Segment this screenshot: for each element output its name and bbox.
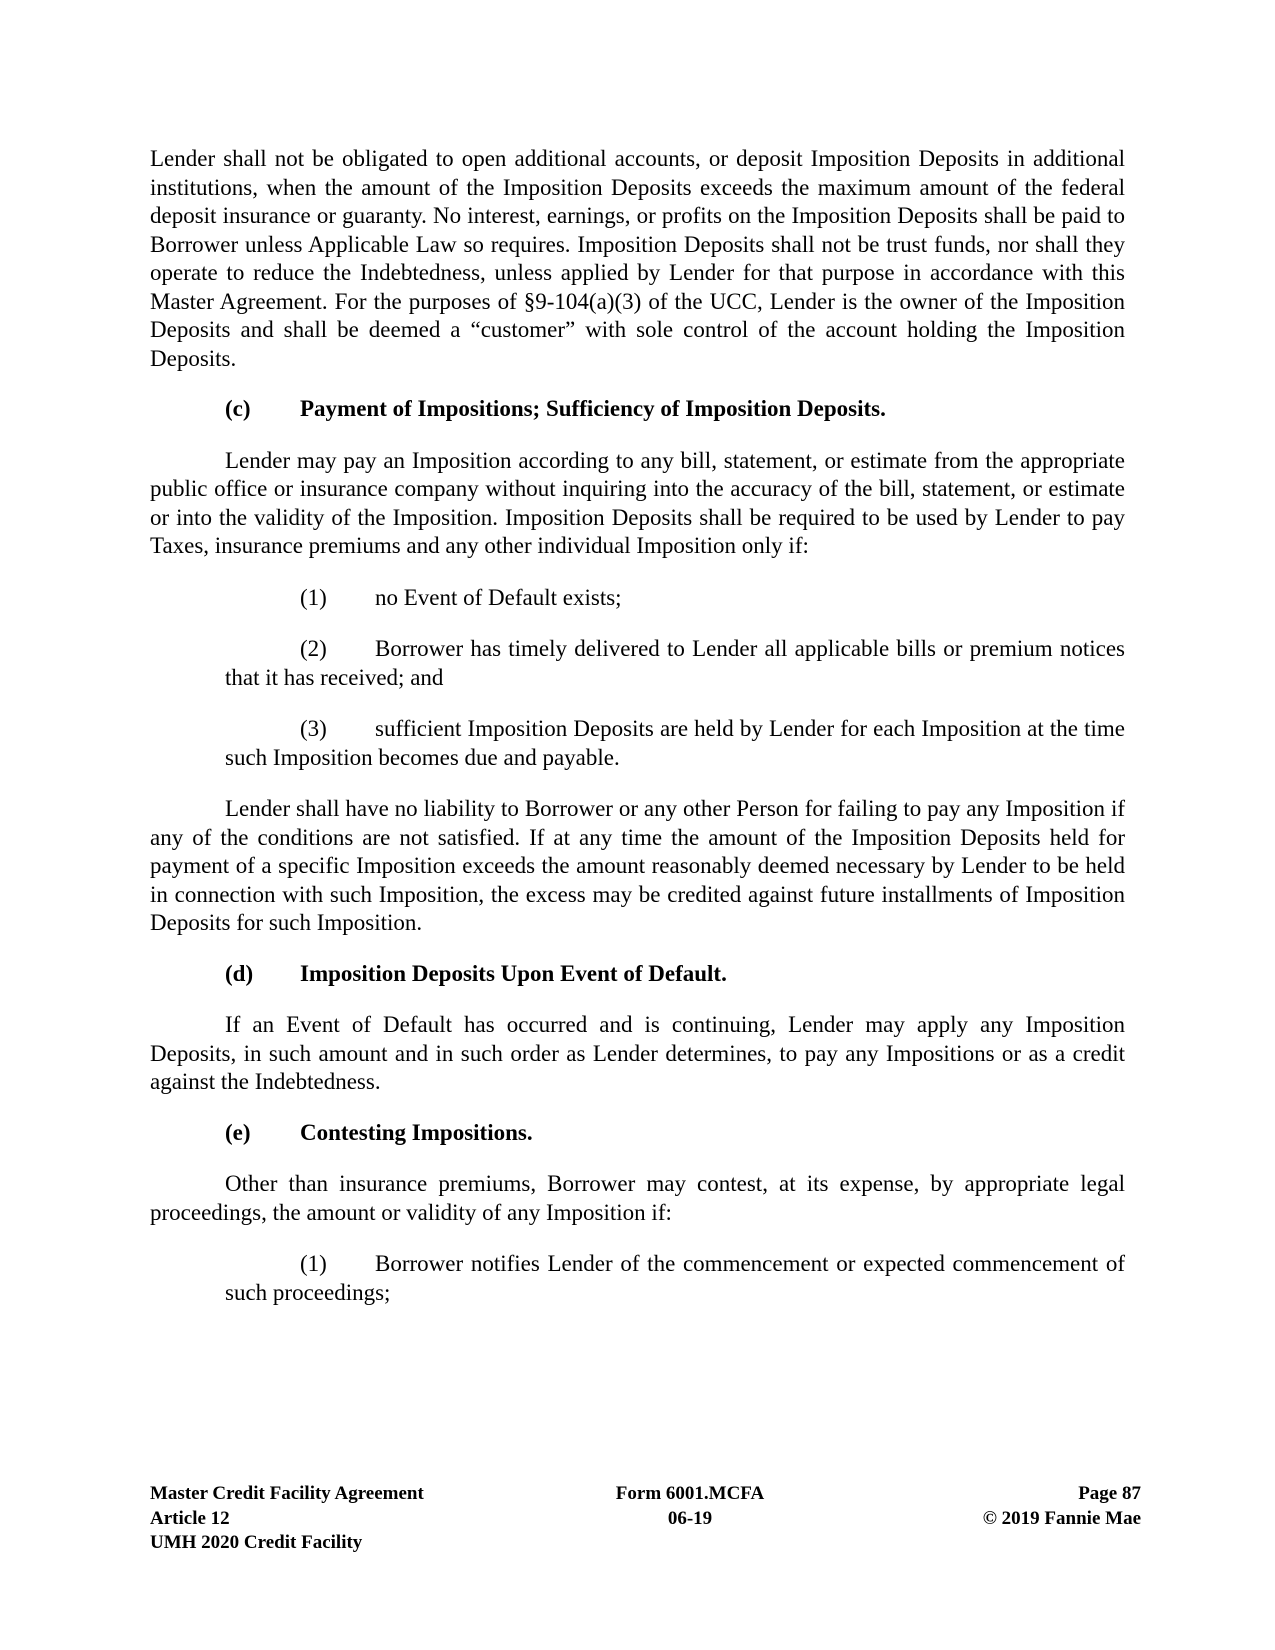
footer-center [540,1482,840,1531]
section-d-paragraph: If an Event of Default has occurred and is continuing, Lender may apply any Imposition Deposits, in such amount and in such order as Lender determines, to pay any Impositions or as a credit against the Indebtedness. [150,1012,1125,1094]
section-c-item-2 [225,635,1125,692]
item-number: (1) [300,1251,327,1276]
section-c-number: (c) [225,396,251,421]
item-text: Borrower has timely delivered to Lender all applicable bills or premium notices that it has received; and [225,636,1125,690]
item-text: no Event of Default exists; [375,584,622,610]
section-e-heading [225,1119,1125,1148]
footer-document-title: Master Credit Facility Agreement [150,1483,424,1504]
section-c-heading [225,395,1125,424]
item-number: (3) [300,716,327,741]
item-number: (1) [300,584,327,610]
section-e-item-1 [225,1250,1125,1307]
footer-form-number: Form 6001.MCFA [615,1483,765,1504]
footer-left [150,1482,424,1556]
section-c-title: Payment of Impositions; Sufficiency of Imposition Deposits. [300,396,886,421]
section-d-heading [225,960,1125,989]
section-e-title: Contesting Impositions. [300,1119,533,1145]
footer-facility-name: UMH 2020 Credit Facility [150,1532,363,1553]
document-body [150,145,1125,1307]
section-c-paragraph-after: Lender shall have no liability to Borrower or any other Person for failing to pay any Imposition if any of the conditions are not satisfied. If at any time the amount of the Imposition Deposits held for payment of a specific Imposition exceeds the amount reasonably deemed necessary by Lender to be held in connection with such Imposition, the excess may be credited against future installments of Imposition Deposits for such Imposition. [150,796,1125,935]
section-c-paragraph: Lender may pay an Imposition according to any bill, statement, or estimate from the appropriate public office or insurance company without inquiring into the accuracy of the bill, statement, or estimate or into the validity of the Imposition. Imposition Deposits shall be required to be used by Lender to pay Taxes, insurance premiums and any other individual Imposition only if: [150,447,1125,558]
item-text: sufficient Imposition Deposits are held by Lender for each Imposition at the time such Imposition becomes due and payable. [225,716,1125,770]
section-d-number: (d) [225,960,254,986]
footer-article: Article 12 [150,1507,230,1529]
item-number: (2) [300,636,327,661]
section-c-item-1 [225,584,1125,613]
footer-form-date: 06-19 [667,1507,713,1529]
intro-paragraph: Lender shall not be obligated to open additional accounts, or deposit Imposition Deposits in additional institutions, when the amount of the Imposition Deposits exceeds the maximum amount of the federal deposit insurance or guaranty. No interest, earnings, or profits on the Imposition Deposits shall be paid to Borrower unless Applicable Law so requires. Imposition Deposits shall not be trust funds, nor shall they operate to reduce the Indebtedness, unless applied by Lender for that purpose in accordance with this Master Agreement. For the purposes of §9-104(a)(3) of the UCC, Lender is the owner of the Imposition Deposits and shall be deemed a “customer” with sole control of the account holding the Imposition Deposits. [150,146,1125,371]
section-e-number: (e) [225,1119,251,1145]
footer-page-number: Page 87 [1078,1483,1141,1504]
item-text: Borrower notifies Lender of the commencement or expected commencement of such proceedings; [225,1251,1125,1305]
footer-right [983,1482,1141,1531]
footer-copyright: © 2019 Fannie Mae [982,1507,1141,1529]
section-d-title: Imposition Deposits Upon Event of Default. [300,960,727,986]
section-e-paragraph: Other than insurance premiums, Borrower may contest, at its expense, by appropriate legal proceedings, the amount or validity of any Imposition if: [150,1171,1125,1225]
section-c-item-3 [225,715,1125,772]
